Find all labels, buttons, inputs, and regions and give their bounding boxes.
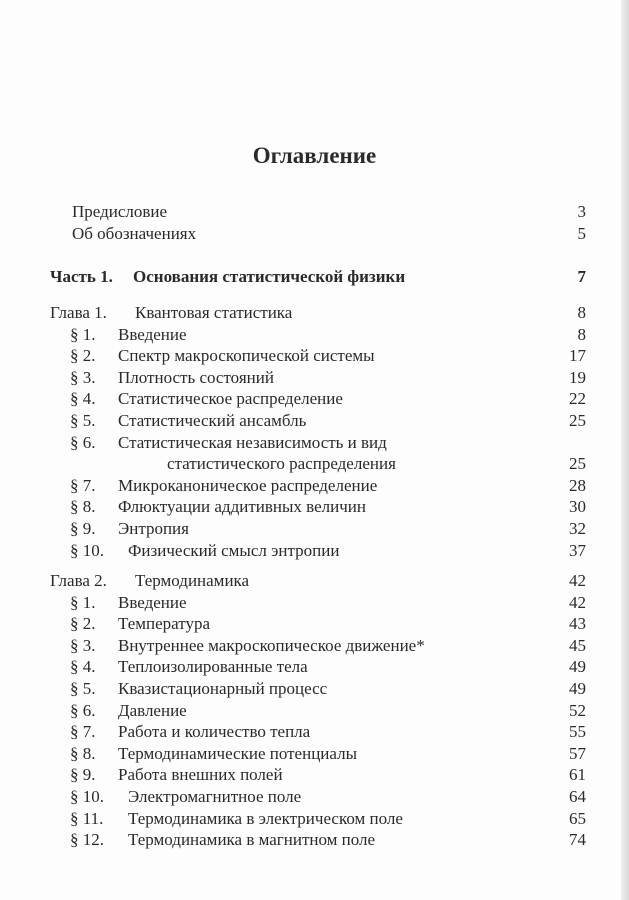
entry-page: 5 [577, 223, 586, 243]
section-number: § 4. [70, 389, 96, 409]
section-page: 17 [569, 346, 586, 366]
section-page: 49 [569, 678, 586, 698]
section-number: § 12. [70, 830, 104, 850]
toc-part [50, 266, 586, 288]
section-number: § 2. [70, 614, 96, 634]
section-title: Физический смысл энтропии [128, 540, 340, 560]
section-page: 55 [569, 722, 586, 742]
section-entry[interactable] [50, 592, 586, 614]
toc-front [50, 201, 586, 244]
section-page: 42 [569, 592, 586, 612]
chapter-page: 42 [569, 571, 586, 590]
section-number: § 9. [70, 518, 96, 538]
section-number: § 10. [70, 540, 104, 560]
section-title: Энтропия [118, 518, 189, 538]
section-number: § 6. [70, 432, 96, 452]
section-number: § 3. [70, 367, 96, 387]
toc-part-entry[interactable] [50, 266, 586, 288]
section-entry[interactable] [50, 432, 586, 454]
chapter-title: Термодинамика [135, 571, 250, 590]
section-page: 25 [569, 410, 586, 430]
section-title: Температура [118, 614, 211, 634]
section-entry[interactable] [50, 324, 586, 346]
section-title: Работа внешних полей [118, 765, 283, 785]
section-page: 25 [569, 454, 586, 474]
page-title: Оглавление [252, 143, 377, 168]
toc-entry[interactable] [50, 223, 586, 245]
section-number: § 5. [70, 678, 96, 698]
section-entry[interactable] [50, 635, 586, 657]
section-title: Термодинамика в электрическом поле [128, 808, 403, 828]
page-edge [621, 0, 629, 900]
section-entry[interactable] [50, 678, 586, 700]
section-entry[interactable] [50, 764, 586, 786]
chapter-entry[interactable] [50, 302, 586, 324]
section-title: Квазистационарный процесс [118, 678, 328, 698]
section-number: § 9. [70, 765, 96, 785]
section-page: 43 [569, 614, 586, 634]
section-page: 57 [569, 743, 586, 763]
section-number: § 3. [70, 635, 96, 655]
section-number: § 11. [70, 808, 104, 828]
part-label: Часть 1. [50, 267, 113, 286]
section-title: Статистический ансамбль [118, 410, 307, 430]
section-title: Введение [118, 324, 187, 344]
section-entry[interactable] [50, 829, 586, 851]
section-page: 22 [569, 389, 586, 409]
section-number: § 8. [70, 743, 96, 763]
section-entry[interactable] [50, 700, 586, 722]
section-number: § 8. [70, 497, 96, 517]
section-title: Введение [118, 592, 187, 612]
section-entry-continuation[interactable] [50, 453, 586, 475]
part-page: 7 [577, 267, 586, 286]
section-page: 52 [569, 700, 586, 720]
toc-chapter-1 [50, 302, 586, 561]
section-entry[interactable] [50, 345, 586, 367]
section-page: 32 [569, 518, 586, 538]
section-number: § 1. [70, 592, 96, 612]
section-page: 61 [569, 765, 586, 785]
section-title: Спектр макроскопической системы [118, 346, 375, 366]
chapter-title: Квантовая статистика [135, 303, 293, 322]
chapter-entry[interactable] [50, 570, 586, 592]
section-title: Флюктуации аддитивных величин [118, 497, 366, 517]
section-entry[interactable] [50, 475, 586, 497]
section-title: Термодинамика в магнитном поле [128, 830, 376, 850]
section-number: § 4. [70, 657, 96, 677]
section-page: 8 [577, 324, 586, 344]
section-title: Давление [118, 700, 187, 720]
section-entry[interactable] [50, 721, 586, 743]
section-number: § 1. [70, 324, 96, 344]
section-title: Термодинамические потенциалы [118, 743, 357, 763]
section-number: § 2. [70, 346, 96, 366]
part-title: Основания статистической физики [133, 267, 406, 286]
section-title: Электромагнитное поле [128, 786, 302, 806]
chapter-label: Глава 1. [50, 303, 107, 322]
toc-entry[interactable] [50, 201, 586, 223]
toc-chapter-2 [50, 570, 586, 851]
section-entry[interactable] [50, 540, 586, 562]
section-entry[interactable] [50, 613, 586, 635]
section-title: Плотность состояний [118, 367, 274, 387]
section-entry[interactable] [50, 496, 586, 518]
section-number: § 6. [70, 700, 96, 720]
entry-title: Предисловие [72, 202, 168, 221]
section-entry[interactable] [50, 367, 586, 389]
section-number: § 7. [70, 722, 96, 742]
section-entry[interactable] [50, 388, 586, 410]
section-title: Теплоизолированные тела [118, 657, 308, 677]
section-number: § 5. [70, 410, 96, 430]
section-page: 19 [569, 367, 586, 387]
section-title: Микроканоническое распределение [118, 475, 378, 495]
entry-page: 3 [577, 202, 586, 221]
chapter-page: 8 [577, 303, 586, 322]
section-entry[interactable] [50, 808, 586, 830]
section-page: 49 [569, 657, 586, 677]
section-entry[interactable] [50, 786, 586, 808]
section-title: Внутреннее макроскопическое движение* [118, 635, 425, 655]
section-entry[interactable] [50, 518, 586, 540]
chapter-label: Глава 2. [50, 571, 107, 590]
section-page: 45 [569, 635, 586, 655]
section-title-cont: статистического распределения [167, 454, 396, 474]
section-entry[interactable] [50, 656, 586, 678]
section-page: 74 [569, 830, 586, 850]
section-number: § 7. [70, 475, 96, 495]
entry-title: Об обозначениях [72, 223, 197, 243]
section-number: § 10. [70, 786, 104, 806]
section-title: Работа и количество тепла [118, 722, 311, 742]
section-title: Статистическое распределение [118, 389, 343, 409]
section-page: 37 [569, 540, 586, 560]
section-title: Статистическая независимость и вид [118, 432, 387, 452]
section-page: 64 [569, 786, 586, 806]
section-page: 28 [569, 475, 586, 495]
section-entry[interactable] [50, 743, 586, 765]
section-entry[interactable] [50, 410, 586, 432]
section-page: 30 [569, 497, 586, 517]
section-page: 65 [569, 808, 586, 828]
